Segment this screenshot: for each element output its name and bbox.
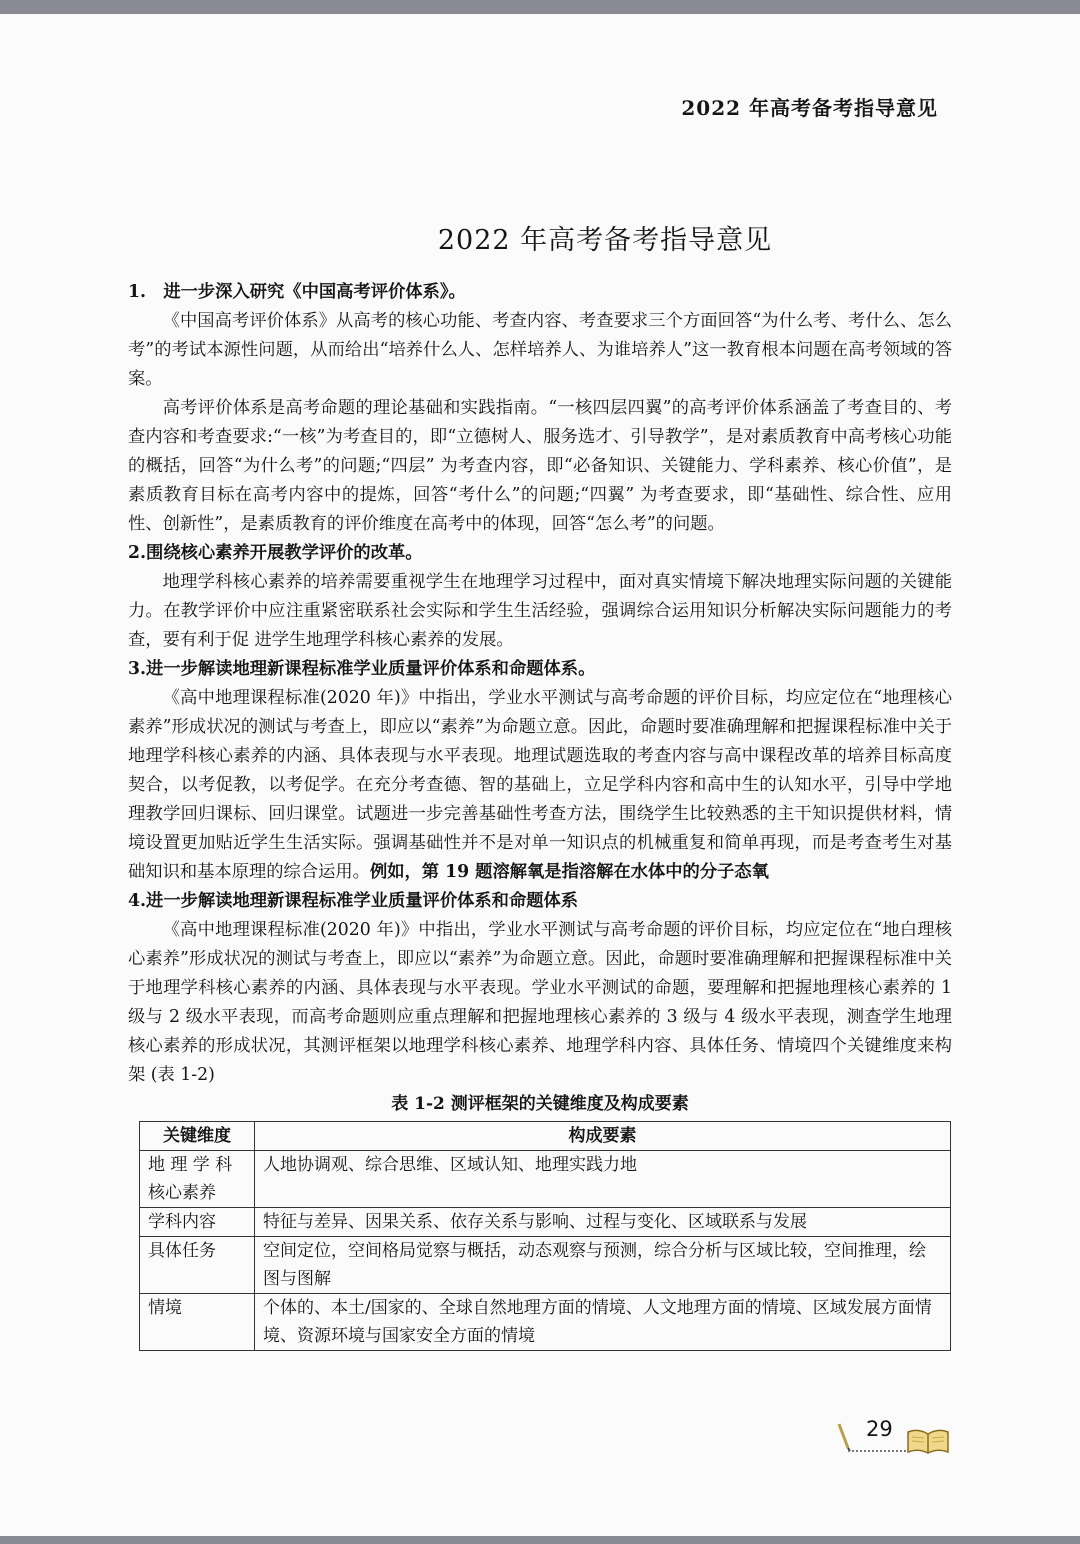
- paragraph: [128, 684, 952, 887]
- dimension-cell: 具体任务: [140, 1237, 255, 1294]
- dimension-cell: 地 理 学 科核心素养: [140, 1151, 255, 1208]
- page-title: 2022 年高考备考指导意见: [437, 225, 773, 256]
- bottom-frame-bar: [0, 1536, 1080, 1544]
- paragraph: 《高中地理课程标准(2020 年)》中指出，学业水平测试与高考命题的评价目标，均应定位在“地白理核心素养”形成状况的测试与考查上，即应以“素养”为命题立意。因此，命题时要准确理解和把握课程标准中关于地理学科核心素养的内涵、具体表现与水平表现。学业水平测试的命题，要理解和把握地理核心素养的 1 级与 2 级水平表现，而高考命题则应重点理解和把握地理核心素养的 3 级与 4 级水平表现，测查学生地理核心素养的形成状况，其测评框架以地理学科核心素养、地理学科内容、具体任务、情境四个关键维度来构架 (表 1-2): [128, 920, 952, 1085]
- column-header: 关键维度: [140, 1122, 255, 1151]
- paragraph-text: 《高中地理课程标准(2020 年)》中指出，学业水平测试与高考命题的评价目标，均应定位在“地理核心素养”形成状况的测试与考查上，即应以“素养”为命题立意。因此，命题时要准确理解和把握课程标准中关于地理学科核心素养的内涵、具体表现与水平表现。地理试题选取的考查内容与高中课程改革的培养目标高度契合，以考促教，以考促学。在充分考查德、智的基础上，立足学科内容和高中生的认知水平，引导中学地理教学回归课标、回归课堂。试题进一步完善基础性考查方法，围绕学生比较熟悉的主干知识提供材料，情境设置更加贴近学生生活实际。强调基础性并不是对单一知识点的机械重复和简单再现，而是考查考生对基础知识和基本原理的综合运用。: [128, 688, 952, 882]
- running-header: 2022 年高考备考指导意见: [681, 96, 938, 120]
- evaluation-framework-table: [139, 1121, 951, 1351]
- dimension-cell: 学科内容: [140, 1208, 255, 1237]
- paragraph: 高考评价体系是高考命题的理论基础和实践指南。“一核四层四翼”的高考评价体系涵盖了考查目的、考查内容和考查要求:“一核”为考查目的，即“立德树人、服务选才、引导教学”，是对素质教育中高考核心功能的概括，回答“为什么考”的问题;“四层” 为考查内容，即“必备知识、关键能力、学科素养、核心价值”，是素质教育目标在高考内容中的提炼，回答“考什么”的问题;“四翼” 为考查要求，即“基础性、综合性、应用性、创新性”，是素质教育的评价维度在高考中的体现，回答“怎么考”的问题。: [128, 398, 952, 534]
- top-frame-bar: [0, 0, 1080, 14]
- page-number: 29: [866, 1417, 893, 1441]
- table-row: [140, 1151, 951, 1208]
- pencil-icon: [836, 1422, 852, 1452]
- table-row: [140, 1294, 951, 1351]
- paragraph: 《中国高考评价体系》从高考的核心功能、考查内容、考查要求三个方面回答“为什么考、考什么、怎么考”的考试本源性问题，从而给出“培养什么人、怎样培养人、为谁培养人”这一教育根本问题在高考领域的答案。: [128, 311, 952, 389]
- section-heading-4: 4.进一步解读地理新课程标准学业质量评价体系和命题体系: [128, 891, 579, 911]
- document-page: [0, 14, 1080, 1536]
- open-book-icon: [906, 1428, 950, 1454]
- section-heading-1: 1. 进一步深入研究《中国高考评价体系》。: [128, 282, 466, 302]
- table-header-row: [140, 1122, 951, 1151]
- elements-cell: 人地协调观、综合思维、区域认知、地理实践力地: [255, 1151, 951, 1208]
- bold-example-text: 例如，第 19 题溶解氧是指溶解在水体中的分子态氧: [369, 862, 769, 882]
- dotted-rule: [848, 1450, 910, 1452]
- section-heading-2: 2.围绕核心素养开展教学评价的改革。: [128, 543, 423, 563]
- paragraph: 地理学科核心素养的培养需要重视学生在地理学习过程中，面对真实情境下解决地理实际问题的关键能力。在教学评价中应注重紧密联系社会实际和学生生活经验，强调综合运用知识分析解决实际问题能力的考查，要有利于促 进学生地理学科核心素养的发展。: [128, 572, 952, 650]
- elements-cell: 空间定位，空间格局觉察与概括，动态观察与预测，综合分析与区域比较，空间推理，绘图与图解: [255, 1237, 951, 1294]
- document-body: [128, 276, 952, 1351]
- column-header: 构成要素: [255, 1122, 951, 1151]
- elements-cell: 特征与差异、因果关系、依存关系与影响、过程与变化、区域联系与发展: [255, 1208, 951, 1237]
- table-row: [140, 1237, 951, 1294]
- table-row: [140, 1208, 951, 1237]
- section-heading-3: 3.进一步解读地理新课程标准学业质量评价体系和命题体系。: [128, 659, 596, 679]
- elements-cell: 个体的、本土/国家的、全球自然地理方面的情境、人文地理方面的情境、区域发展方面情境、资源环境与国家安全方面的情境: [255, 1294, 951, 1351]
- table-caption: 表 1-2 测评框架的关键维度及构成要素: [391, 1094, 689, 1114]
- dimension-cell: 情境: [140, 1294, 255, 1351]
